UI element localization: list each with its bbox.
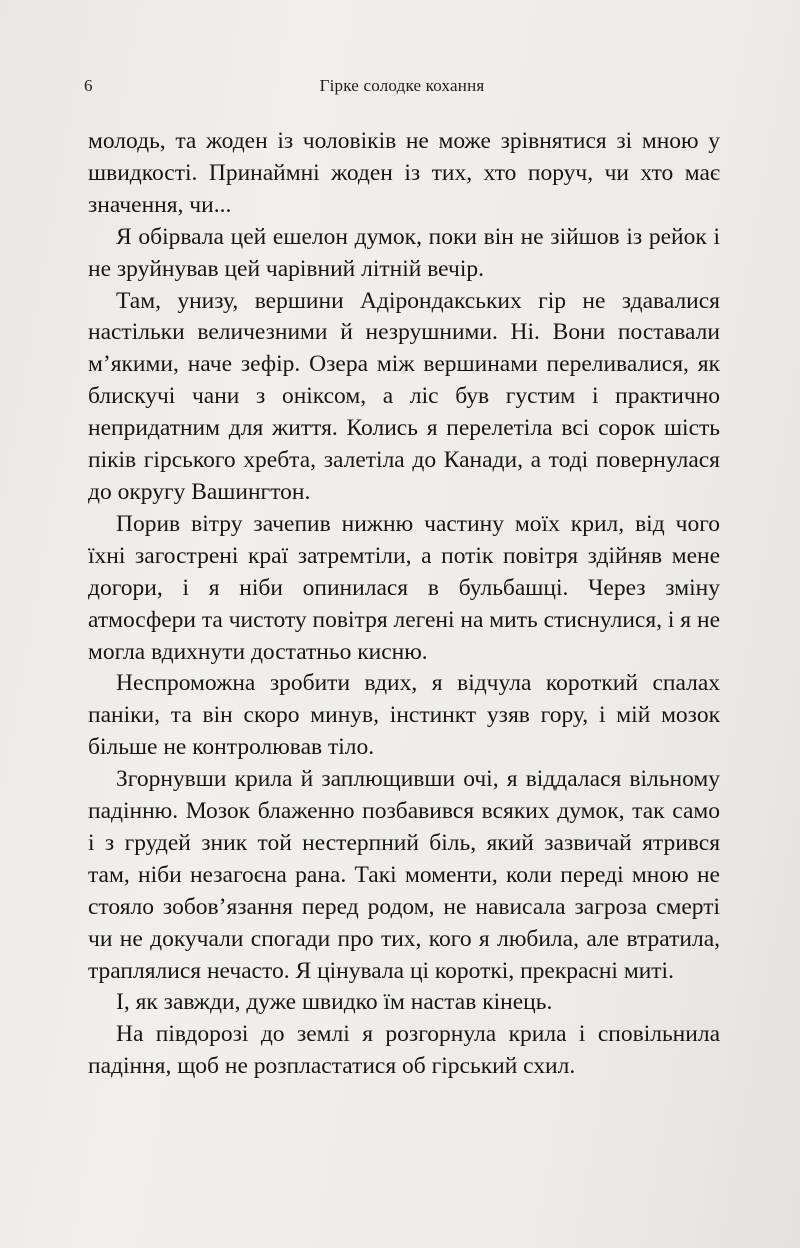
page-number: 6: [84, 76, 93, 95]
paragraph: Неспроможна зробити вдих, я відчула короткий спалах паніки, та він скоро минув, інстинкт узяв гору, і мій мозок більше не контролював тіло.: [88, 670, 720, 761]
paragraph: На півдорозі до землі я розгорнула крила і сповільнила падіння, щоб не розпластатися об гірський схил.: [88, 1021, 720, 1080]
paragraph: Порив вітру зачепив нижню частину моїх крил, від чого їхні загострені краї затремтіли, а потік повітря здійняв мене догори, і я ніби опинилася в бульбашці. Через зміну атмосфери та чистоту повітря легені на мить стиснулися, і я не могла вдихнути достатньо кисню.: [88, 510, 720, 665]
paragraph: Там, унизу, вершини Адірондакських гір не здавалися настільки величезними й незрушними. Ні. Вони поставали м’якими, наче зефір. Озера між вершинами переливалися, як блискучі чани з оніксом, а ліс був густим і практично непридатним для життя. Колись я перелетіла всі сорок шість піків гірського хребта, залетіла до Канади, а тоді повернулася до округу Вашингтон.: [88, 287, 720, 505]
paragraph: Згорнувши крила й заплющивши очі, я віддалася вільному падінню. Мозок блаженно позбавився всяких думок, так само і з грудей зник той нестерпний біль, який зазвичай ятрився там, ніби незагоєна рана. Такі моменти, коли переді мною не стояло зобов’язання перед родом, не нависала загроза смерті чи не докучали спогади про тих, кого я любила, але втратила, траплялися нечасто. Я цінувала ці короткі, прекрасні миті.: [88, 766, 720, 984]
page-header: [84, 76, 720, 100]
paragraph: Я обірвала цей ешелон думок, поки він не зійшов із рейок і не зруйнував цей чарівний літній вечір.: [88, 223, 720, 282]
paragraph: І, як завжди, дуже швидко їм настав кінець.: [116, 989, 553, 1016]
running-title: Гірке солодке кохання: [319, 76, 485, 95]
body-text: [88, 126, 720, 1083]
paragraph: молодь, та жоден із чоловіків не може зрівнятися зі мною у швидкості. Принаймні жоден із тих, хто поруч, чи хто має значення, чи...: [88, 128, 720, 218]
